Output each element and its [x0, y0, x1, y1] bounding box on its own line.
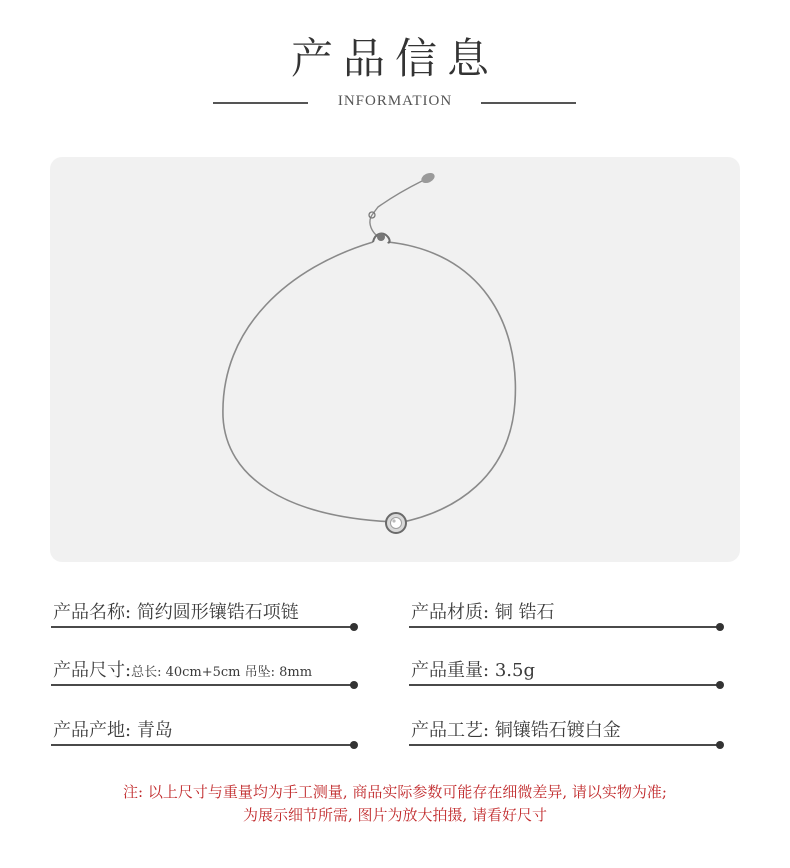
spec-dot [350, 623, 358, 631]
note-line-2: 为展示细节所需, 图片为放大拍摄, 请看好尺寸 [242, 806, 548, 824]
clasp-ring [377, 233, 385, 241]
spec-material [409, 596, 724, 636]
necklace-image [50, 157, 740, 562]
spec-label-weight: 产品重量: [411, 660, 490, 681]
spec-rule [409, 626, 718, 628]
spec-weight [409, 654, 724, 694]
note-line-1: 注: 以上尺寸与重量均为手工测量, 商品实际参数可能存在细微差异, 请以实物为准; [123, 783, 667, 801]
spec-value-name: 简约圆形镶锆石项链 [136, 602, 299, 623]
spec-name [51, 596, 358, 636]
spec-dot [716, 681, 724, 689]
spec-value-craft: 铜镶锆石镀白金 [494, 720, 621, 741]
spec-craft [409, 714, 724, 754]
spec-size [51, 654, 358, 694]
subtitle-row [0, 92, 790, 114]
subtitle: INFORMATION [337, 93, 453, 109]
spec-dot [350, 741, 358, 749]
spec-value-material: 铜 锆石 [494, 602, 555, 623]
spec-rule [409, 744, 718, 746]
spec-value-origin: 青岛 [136, 720, 173, 741]
spec-dot [350, 681, 358, 689]
spec-rule [409, 684, 718, 686]
spec-label-origin: 产品产地: [53, 720, 132, 741]
chain-left [223, 242, 394, 522]
spec-rule [51, 626, 352, 628]
spec-label-name: 产品名称: [53, 602, 132, 623]
divider-right [481, 102, 576, 104]
spec-value-weight: 3.5g [494, 660, 535, 681]
product-photo [50, 157, 740, 562]
spec-origin [51, 714, 358, 754]
spec-rule [51, 744, 352, 746]
spec-rule [51, 684, 352, 686]
spec-dot [716, 741, 724, 749]
extender-tag [420, 171, 436, 185]
spec-value-size: 总长: 40cm+5cm 吊坠: 8mm [131, 665, 313, 680]
page-title: 产品信息 [290, 34, 499, 83]
spec-label-material: 产品材质: [411, 602, 490, 623]
extender-chain [372, 181, 422, 215]
spec-label-craft: 产品工艺: [411, 720, 490, 741]
spec-label-size: 产品尺寸: [53, 660, 132, 681]
zircon-stone [391, 518, 402, 529]
chain-right [388, 242, 515, 523]
spec-dot [716, 623, 724, 631]
